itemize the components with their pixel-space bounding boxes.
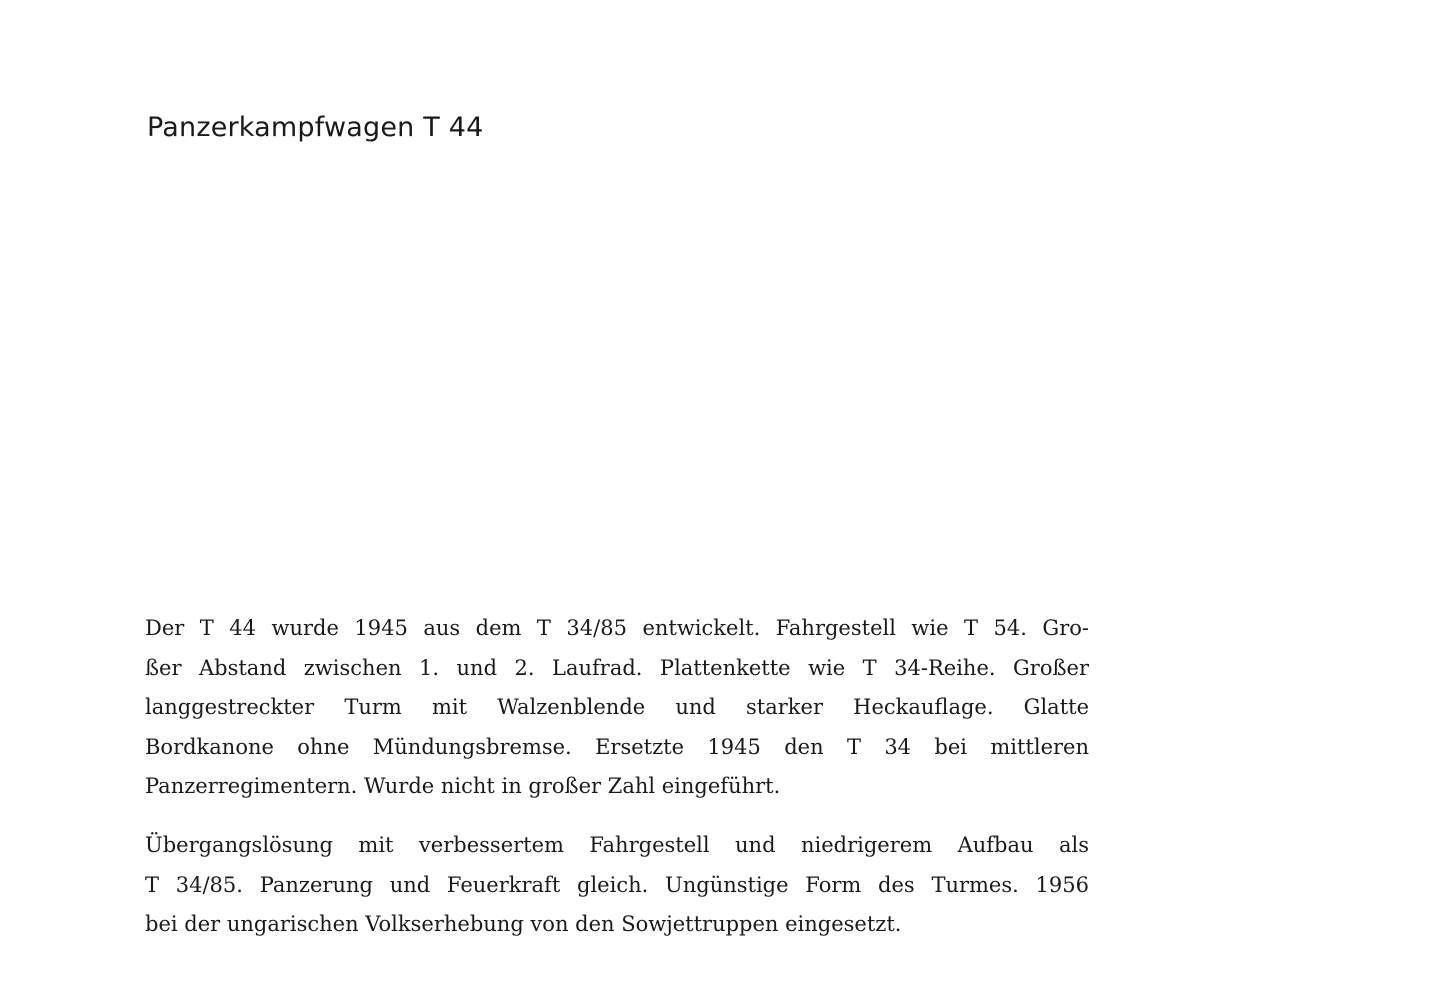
text-line: langgestreckter Turm mit Walzenblende und starker Heckauflage. Glatte — [145, 695, 1089, 720]
text-line: Panzerregimentern. Wurde nicht in großer Zahl eingeführt. — [145, 774, 781, 799]
paragraph-description — [145, 609, 1089, 807]
text-line: Der T 44 wurde 1945 aus dem T 34/85 entwickelt. Fahrgestell wie T 54. Gro- — [145, 616, 1089, 640]
text-line: Übergangslösung mit verbessertem Fahrgestell und niedrigerem Aufbau als — [145, 833, 1089, 857]
text-line: Bordkanone ohne Mündungsbremse. Ersetzte 1945 den T 34 bei mittleren — [145, 734, 1089, 759]
text-line: ßer Abstand zwischen 1. und 2. Laufrad. Plattenkette wie T 34-Reihe. Großer — [145, 655, 1089, 680]
text-line: T 34/85. Panzerung und Feuerkraft gleich. Ungünstige Form des Turmes. 1956 — [145, 872, 1089, 897]
page-title: Panzerkampfwagen T 44 — [147, 112, 484, 143]
paragraph-assessment — [145, 826, 1089, 945]
text-line: bei der ungarischen Volkserhebung von den Sowjettruppen eingesetzt. — [145, 912, 902, 937]
